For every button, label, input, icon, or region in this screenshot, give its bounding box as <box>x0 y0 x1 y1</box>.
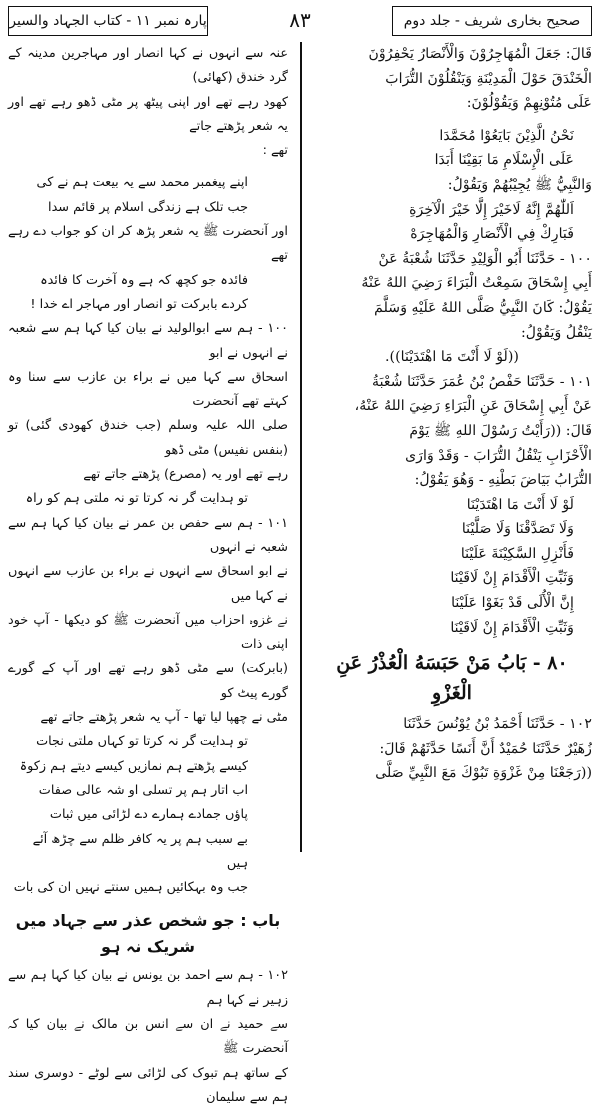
hadith-102-ur: سے حمید نے ان سے انس بن مالک نے بیان کیا کہ آنحضرت ﷺ <box>8 1016 288 1057</box>
hadith-101-ar: قَالَ: ((رَأَيْتُ رَسُوْلَ اللهِ ﷺ يَوْمَ <box>409 422 592 439</box>
hadith-101-ar: عَنْ أَبِي إِسْحَاقَ عَنِ الْبَرَاءِ رَضِيَ اللهُ عَنْهُ، <box>354 398 592 415</box>
arabic-verse: وَلَا تَصَدَّقْنَا وَلَا صَلَّيْنَا <box>461 521 574 538</box>
arabic-verse: فَأَنْزِلِ السَّكِيْنَةَ عَلَيْنَا <box>460 545 574 562</box>
arabic-verse: وَالنَّبِيُّ ﷺ يُجِيْبُهُمْ وَيَقُوْلُ: <box>447 176 592 193</box>
chapter-heading-line: الْغَزْوِ <box>432 682 472 705</box>
arabic-verse: وَثَبِّتِ الْأَقْدَامَ إِنْ لَاقَيْنَا <box>450 570 574 587</box>
hadith-102-ar: زُهَيْرٌ حَدَّثَنَا حُمَيْدٌ أَنَّ أَنَسًا حَدَّثَهُمْ قَالَ: <box>379 740 592 757</box>
hadith-101-ur: (بابرکت) سے مٹی ڈھو رہے تھے اور آپ کے گورے گورے پیٹ کو <box>8 661 288 701</box>
urdu-reply-line: اور آنحضرت ﷺ یہ شعر پڑھ کر ان کو جواب دے رہے تھے <box>8 224 288 264</box>
column-divider <box>300 42 302 852</box>
hadith-101-ur: نے ابو اسحاق سے انہوں نے براء بن عازب سے انہوں نے کہا میں <box>8 564 288 604</box>
page-body <box>8 42 592 1105</box>
hadith-102-ur: کے ساتھ ہم تبوک کی لڑائی سے لوٹے - دوسری سند ہم سے سلیمان <box>8 1065 288 1105</box>
arabic-verse: نَحْنُ الَّذِيْنَ بَايَعُوْا مُحَمَّدَا <box>439 127 574 144</box>
urdu-poem-line: اب اتار ہم پر تسلی او شہ عالی صفات <box>38 782 248 798</box>
urdu-poem-line: فائدہ جو کچھ کہ ہے وہ آخرت کا فائدہ <box>40 272 248 288</box>
book-title: صحیح بخاری شریف - جلد دوم <box>392 6 592 36</box>
hadith-101-ur: نے غزوہ احزاب میں آنحضرت ﷺ کو دیکھا - آپ خود اپنی ذات <box>8 612 288 653</box>
urdu-poem-line: جب وہ بہکائیں ہمیں سنتے نہیں ان کی بات <box>13 880 248 896</box>
chapter-heading-line: شریک نہ ہو <box>100 937 195 957</box>
urdu-intro-line: تھے : <box>262 143 288 159</box>
urdu-intro-line: کھود رہے تھے اور اپنی پیٹھ پر مٹی ڈھو رہے تھے اور یہ شعر پڑھتے جاتے <box>8 94 288 134</box>
arabic-verse: عَلَى الْإِسْلَامِ مَا بَقِيْنَا أَبَدَا <box>434 152 574 169</box>
hadith-100-ur: اسحاق سے کہا میں نے براء بن عازب سے سنا وہ کہتے تھے آنحضرت <box>8 369 288 410</box>
urdu-poem-line: تو ہدایت گر نہ کرتا تو نہ ملتی ہم کو راہ <box>25 491 248 507</box>
arabic-verse: اَللّٰهُمَّ إِنَّهُ لَاخَيْرَ إِلَّا خَيْرَ الْآخِرَةِ <box>409 201 574 218</box>
hadith-102-ur: ١٠٢ - ہم سے احمد بن یونس نے بیان کیا کہا ہم سے زہیر نے کہا ہم <box>8 968 288 1008</box>
chapter-heading-ar <box>312 648 592 708</box>
hadith-101-ur: ١٠١ - ہم سے حفص بن عمر نے بیان کیا کہا ہم سے شعبہ نے انہوں <box>8 515 288 555</box>
hadith-102-ar: ((رَجَعْنَا مِنْ غَزْوَةِ تَبُوْكَ مَعَ النَّبِيِّ صَلَّى <box>375 765 592 782</box>
urdu-poem-line: اپنے پیغمبر محمد سے یہ بیعت ہم نے کی <box>36 175 248 191</box>
arabic-verse: إِنَّ الْأُلَى قَدْ بَغَوْا عَلَيْنَا <box>451 595 574 612</box>
arabic-intro-line: قَالَ: جَعَلَ الْمُهَاجِرُوْنَ وَالْأَنْصَارُ يَحْفِرُوْنَ <box>368 46 592 62</box>
urdu-poem-line: پاؤں جمادے ہمارے دے لڑائی میں ثبات <box>49 807 248 823</box>
hadith-101-ur: مٹی نے چھپا لیا تھا - آپ یہ شعر پڑھتے جاتے تھے <box>40 710 288 726</box>
urdu-column <box>8 42 288 1105</box>
hadith-100-ur: رہے تھے اور یہ (مصرع) پڑھتے جاتے تھے <box>83 467 288 483</box>
hadith-101-ar: الْأَحْزَابِ يَنْقُلُ التُّرَابَ - وَقَدْ وَارَى <box>405 447 592 464</box>
page-header <box>8 4 592 38</box>
hadith-100-ar: يَنْقُلُ وَيَقُوْلُ: <box>520 324 592 341</box>
chapter-heading-line: باب : جو شخص عذر سے جہاد میں <box>15 911 281 931</box>
urdu-poem-line: جب تلک ہے زندگی اسلام پر قائم سدا <box>48 199 248 215</box>
arabic-verse: لَوْ لَا أَنْتَ مَا اهْتَدَيْنَا <box>466 496 574 513</box>
arabic-verse: وَثَبِّتِ الْأَقْدَامَ إِنْ لَاقَيْنَا <box>450 619 574 636</box>
hadith-100-ur: ١٠٠ - ہم سے ابوالولید نے بیان کیا کہا ہم سے شعبہ نے انہوں نے ابو <box>8 321 288 361</box>
hadith-100-ar: أَبِي إِسْحَاقَ سَمِعْتُ الْبَرَاءَ رَضِيَ اللهُ عَنْهُ <box>361 275 592 292</box>
arabic-intro-line: عَلَى مُتُوْنِهِمْ وَيَقُوْلُوْنَ: <box>466 95 592 112</box>
urdu-poem-line: کردے بابرکت تو انصار اور مہاجر اے خدا ! <box>30 296 248 312</box>
chapter-heading-line: ٨٠ - بَابُ مَنْ حَبَسَهُ الْعُذْرُ عَنِ <box>336 652 568 675</box>
hadith-100-ur: صلی اللہ علیہ وسلم (جب خندق کھودی گئی) تو (بنفس نفیس) مٹی ڈھو <box>8 418 288 458</box>
hadith-100-quote: ((لَوْ لَا أَنْتَ مَا اهْتَدَيْنَا)). <box>385 349 519 366</box>
urdu-poem-line: بے سبب ہم پر یہ کافر ظلم سے چڑھ آئے ہیں <box>32 831 248 871</box>
hadith-101-ar: التُّرَابُ بَيَاضَ بَطْنِهِ - وَهُوَ يَقُوْلُ: <box>414 472 592 489</box>
urdu-intro-line: عنہ سے انہوں نے کہا انصار اور مہاجرین مدینہ کے گرد خندق (کھائی) <box>8 46 288 86</box>
section-title: پارہ نمبر ١١ - کتاب الجہاد والسیر <box>8 6 208 36</box>
arabic-intro-line: الْخَنْدَقَ حَوْلَ الْمَدِيْنَةِ وَيَنْقُلُوْنَ التُّرَابَ <box>385 70 592 87</box>
arabic-verse: فَبَارِكْ فِي الْأَنْصَارِ وَالْمُهَاجِرَهْ <box>410 226 574 243</box>
arabic-column <box>312 42 592 852</box>
urdu-poem-line: کیسے پڑھتے ہم نمازیں کیسے دیتے ہم زکوۃ <box>19 758 248 774</box>
hadith-101-ar: ١٠١ - حَدَّثَنَا حَفْصُ بْنُ عُمَرَ حَدَّثَنَا شُعْبَةُ <box>372 373 592 390</box>
chapter-heading-ur <box>8 908 288 960</box>
hadith-100-ar: ١٠٠ - حَدَّثَنَا أَبُو الْوَلِيْدِ حَدَّثَنَا شُعْبَةُ عَنْ <box>378 250 592 267</box>
hadith-100-ar: يَقُوْلُ: كَانَ النَّبِيُّ صَلَّى اللهُ عَلَيْهِ وَسَلَّمَ <box>374 299 592 316</box>
urdu-poem-line: تو ہدایت گر نہ کرتا تو کہاں ملتی نجات <box>36 734 248 750</box>
page-number: ٨٣ <box>289 8 311 32</box>
hadith-102-ar: ١٠٢ - حَدَّثَنَا أَحْمَدُ بْنُ يُوْنُسَ حَدَّثَنَا <box>403 716 592 733</box>
